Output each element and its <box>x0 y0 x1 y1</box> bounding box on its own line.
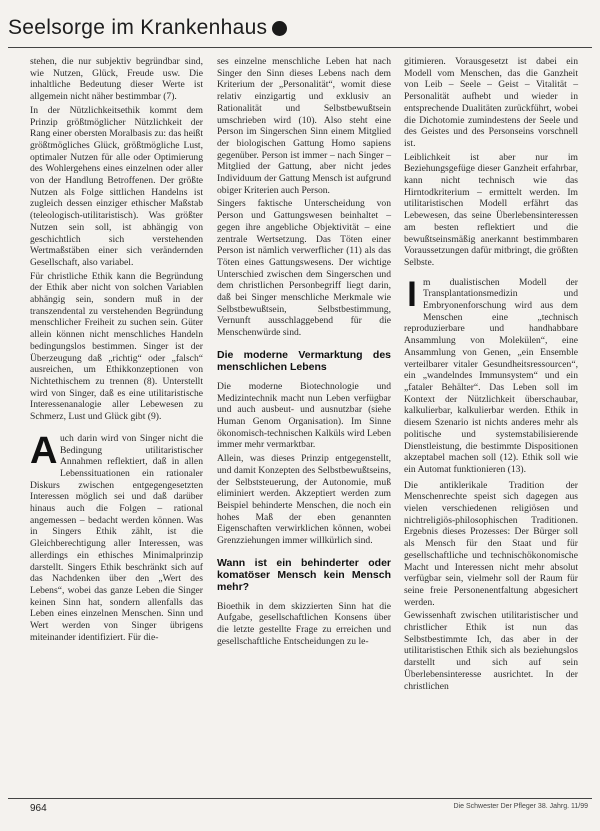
text-column-3 <box>404 56 578 694</box>
section-header <box>8 16 287 40</box>
paragraph-text: uch darin wird von Singer nicht die Bedingung utilitaristischer Annahmen reflektiert, daß in allen Lebenssituationen ein rationaler Diskurs zwischen entgegengesetzten Interessen möglich sei und daß darüber hinaus auch die Folgen – rational angemessen – bedacht werden können. Was in Singers Ethik zählt, ist die Gleichberechtigung aller Interessen, was allerdings ein ethisches Minimalprinzip darstellt. Singers Ethik beschränkt sich auf das Nachdenken über den „Wert des Lebens“, wobei das ganze Leben die Singer keinen Sinn hat, sondern allenfalls das Leben eines einzelnen Menschen. Sinn und Wert werden von Singer übrigens miteinander identifiziert. Für die- <box>30 432 203 643</box>
paragraph: Bioethik in dem skizzierten Sinn hat die Aufgabe, gesellschaftlichen Konsens über die letzte gestellte Frage zu erreichen und gesellschaftliche Entscheidungen zu le- <box>217 600 391 647</box>
paragraph <box>404 274 578 476</box>
drop-cap: A <box>30 429 58 472</box>
footer-rule <box>8 798 592 799</box>
bullet-dot-icon <box>272 21 287 36</box>
section-heading: Die moderne Vermarktung des menschlichen Lebens <box>217 348 391 373</box>
section-heading: Wann ist ein behinderter oder komatöser Mensch kein Mensch mehr? <box>217 556 391 593</box>
text-column-2 <box>217 56 391 650</box>
paragraph <box>30 429 203 644</box>
paragraph: ses einzelne menschliche Leben hat nach Singer den Sinn dieses Lebens nach dem Kriterium der „Personalität“, womit diese relativ einzigartig und exklusiv an Rationalität und Selbstbewußtsein umschrieben wird (10). Also steht eine Person im Singerschen Sinn einem Mitglied der biologischen Gattung Homo sapiens gegenüber. Person ist immer – nach Singer – Mitglied der Gattung, aber nicht jedes Individuum der Gattung Mensch ist aufgrund obiger Kriterien auch Person. <box>217 56 391 196</box>
paragraph: gitimieren. Vorausgesetzt ist dabei ein Modell vom Menschen, das die Ganzheit von Leib – Seele – Geist – Vitalität – Personalität aufhebt und wieder in entsprechende Dualitäten zurückführt, wobei die Dichotomie zumindestens der Seele und des Geistes und des Personseins vorschnell ist. <box>404 56 578 149</box>
paragraph: Die antiklerikale Tradition der Menschenrechte speist sich dagegen aus vielen verschiedenen religiösen und nichtreligiös-philosophischen Traditionen. Ergebnis dieses Prozesses: Der Bürger soll als Mensch für den Staat und für gesellschaftliche und technischökonomische Macht und Interessen nicht mehr absolut verfügbar sein, vielmehr soll der Raum für seine freie Personenentfaltung abgesichert werden. <box>404 479 578 608</box>
journal-citation: Die Schwester Der Pfleger 38. Jahrg. 11/99 <box>453 803 588 810</box>
paragraph-text: m dualistischen Modell der Transplantationsmedizin und Embryonenforschung wird aus dem Menschen eine „technisch reproduzierbare und handhabbare Ansammlung von Molekülen“, eine Ansammlung von Genen, „ein Ensemble verteilbarer vitaler Gesundheitsressourcen“, ein „wandelndes Immunsystem“ und ein „fataler Behälter“. Das Leben soll im Kontext der Nützlichkeit überschaubar, kalkulierbar, kalkulierbar werden. Ethik in diesem Szenario ist nichts anderes mehr als politische und systemstabilisierende Dienstleistung, die bestimmte Dispositionen akzeptabel machen soll (12). Ethik soll wie ein Automat funktionieren (13). <box>404 276 578 475</box>
header-rule <box>8 47 592 48</box>
paragraph: Allein, was dieses Prinzip entgegenstellt, und damit Konzepten des Selbstbewußtseins, der Selbststeuerung, der Autonomie, muß eliminiert werden. Akzeptiert werden zum Beispiel behinderte Menschen, die noch ein hohes Maß der eben genannten Eigenschaften verwirklichen können, wobei Grenzziehungen immer willkürlich sind. <box>217 453 391 547</box>
drop-cap: I <box>407 274 417 314</box>
paragraph: Gewissenhaft zwischen utilitaristischer und christlicher Ethik ist nun das Selbstbestimmte Ich, das aber in der utilitaristischen Ethik sich als beziehungslos darstellt und sich auf sein Überlebensinteresse ausrichtet. In der christlichen <box>404 610 578 692</box>
paragraph: stehen, die nur subjektiv begründbar sind, wie Nutzen, Glück, Freude usw. Die inhaltliche Bedeutung dieser Werte ist allgemein nicht näher bestimmbar (7). <box>30 56 203 103</box>
paragraph: In der Nützlichkeitsethik kommt dem Prinzip größtmöglicher Nützlichkeit der Rang einer obersten Moralbasis zu: das heißt größtmögliches Glück, größtmögliche Lust, optimaler Nutzen für alle oder Optimierung des Wohlergehens eines einzelnen oder aller von der Handlung Betroffenen. Der größte Nutzen als Folge sittlichen Handelns ist zugleich dessen einziger ethischer Maßstab (teleologisch-utilitaristisch). Was größter Nutzen sein soll, ist abhängig von geschichtlich sich verstehenden Wertmaßstäben einer sich verändernden Gesellschaft, also variabel. <box>30 104 203 268</box>
paragraph: Singers faktische Unterscheidung von Person und Gattungswesen beinhaltet – gegen ihre angebliche Objektivität – eine zentrale Wertsetzung. Das Töten einer Person ist nämlich verwerflicher (11) als das Töten eines Gattungswesens. Der wichtige Unterschied zwischen dem Singerschen und dem christlichen Personbegriff liegt darin, daß bei Singer menschliche Merkmale wie Selbstbewußtsein, Selbstbestimmung, Vernunft ausschlaggebend für die Menschenwürde sind. <box>217 198 391 339</box>
page-number: 964 <box>30 803 47 814</box>
paragraph: Für christliche Ethik kann die Begründung der Ethik aber nicht von solchen Variablen abhängig sein, sondern muß in der transzendental zu verstehenden Begründung menschlicher Freiheit zu suchen sein. Güter allein können nicht menschliches Handeln bedingungslos bestimmen. Singer ist der Überzeugung daß „richtig“ oder „falsch“ ausreichen, um Ethikkonzeptionen von Nichtethischem zu trennen (8). Unterstellt wird von Singer, daß es eine utilitaristische Interessenanalogie aller Lebewesen zu Schmerz, Lust und Glück gibt (9). <box>30 270 203 423</box>
paragraph: Leiblichkeit ist aber nur im Beziehungsgefüge dieser Ganzheit erfahrbar, kann nicht technisch wie das Hirntodkriterium – ermittelt werden. Im utilitaristischen Modell erfährt das Lebewesen, das seine Überlebensinteressen am besten reflektiert und die bewußtseinsmäßig anerkannt bestimmbaren Voraussetzungen dafür mitbringt, die größten Selbste. <box>404 151 578 268</box>
section-title: Seelsorge im Krankenhaus <box>8 16 268 39</box>
paragraph: Die moderne Biotechnologie und Medizintechnik macht nun Leben verfügbar und auch ausbeut- und ausnutzbar (siehe Human Genom Organisation). Im Sinne ökonomisch-technischen Kalküls wird Leben immer mehr vermarktbar. <box>217 380 391 451</box>
text-column-1 <box>30 56 203 645</box>
